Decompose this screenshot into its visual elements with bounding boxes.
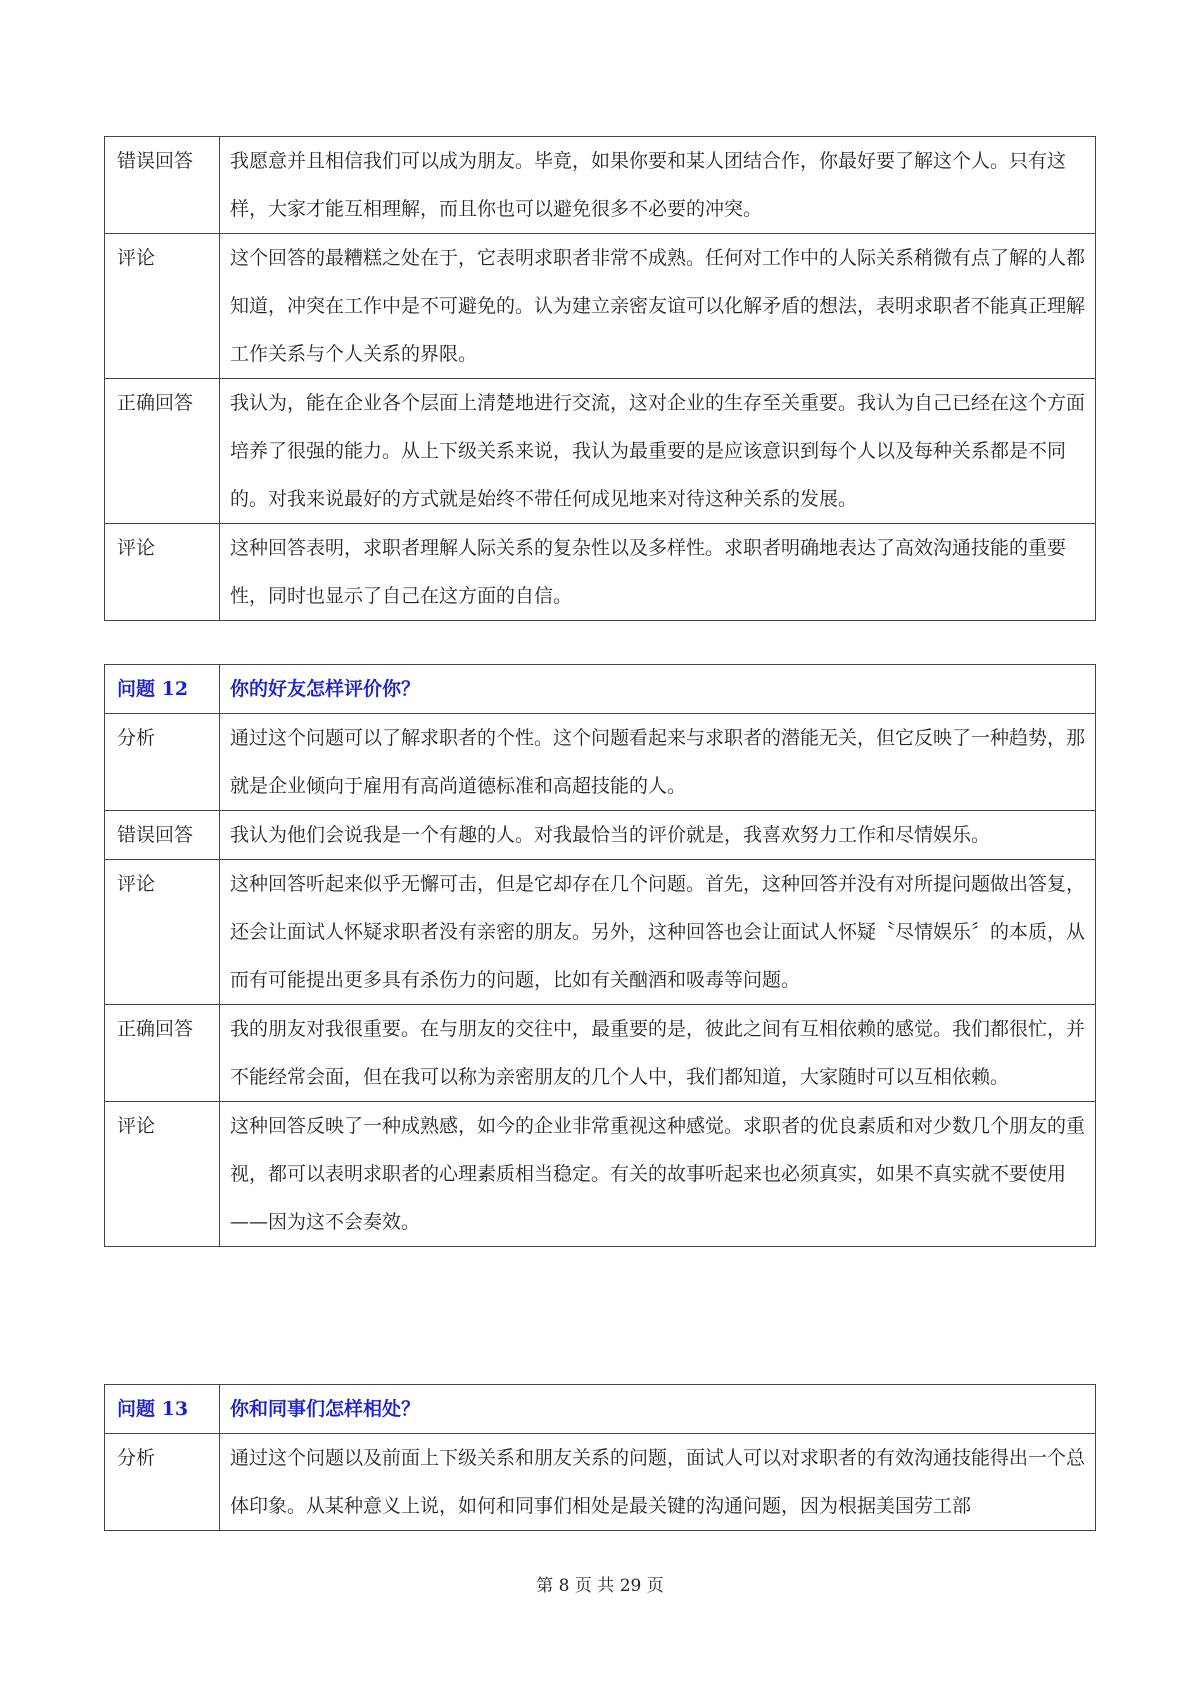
table-row: [105, 137, 1096, 234]
table-row: [105, 1005, 1096, 1102]
page-footer: 第 8 页 共 29 页: [536, 1576, 664, 1596]
table-row: [105, 1434, 1096, 1531]
row-label-correct-answer: 正确回答: [105, 379, 220, 524]
question-title: 你的好友怎样评价你？: [220, 665, 1096, 714]
qa-table-continued: [104, 136, 1096, 621]
table-row: [105, 234, 1096, 379]
row-content-comment: 这种回答反映了一种成熟感，如今的企业非常重视这种感觉。求职者的优良素质和对少数几个朋友的重视，都可以表明求职者的心理素质相当稳定。有关的故事听起来也必须真实，如果不真实就不要使用——因为这不会奏效。: [220, 1102, 1096, 1247]
table-row: [105, 811, 1096, 860]
table-row: [105, 860, 1096, 1005]
table-row: [105, 1102, 1096, 1247]
row-content-wrong-answer: 我愿意并且相信我们可以成为朋友。毕竟，如果你要和某人团结合作，你最好要了解这个人。只有这样，大家才能互相理解，而且你也可以避免很多不必要的冲突。: [220, 137, 1096, 234]
row-label-comment: 评论: [105, 860, 220, 1005]
qa-table-question-13: [104, 1384, 1096, 1531]
table-row: [105, 379, 1096, 524]
row-content-correct-answer: 我的朋友对我很重要。在与朋友的交往中，最重要的是，彼此之间有互相依赖的感觉。我们都很忙，并不能经常会面，但在我可以称为亲密朋友的几个人中，我们都知道，大家随时可以互相依赖。: [220, 1005, 1096, 1102]
row-content-comment: 这种回答表明，求职者理解人际关系的复杂性以及多样性。求职者明确地表达了高效沟通技能的重要性，同时也显示了自己在这方面的自信。: [220, 524, 1096, 621]
row-label-analysis: 分析: [105, 1434, 220, 1531]
row-content-comment: 这种回答听起来似乎无懈可击，但是它却存在几个问题。首先，这种回答并没有对所提问题做出答复，还会让面试人怀疑求职者没有亲密的朋友。另外，这种回答也会让面试人怀疑〝尽情娱乐〞的本质，从而有可能提出更多具有杀伤力的问题，比如有关酗酒和吸毒等问题。: [220, 860, 1096, 1005]
question-title: 你和同事们怎样相处？: [220, 1385, 1096, 1434]
table-row: [105, 714, 1096, 811]
row-label-wrong-answer: 错误回答: [105, 137, 220, 234]
row-label-correct-answer: 正确回答: [105, 1005, 220, 1102]
question-number: 问题 12: [105, 665, 220, 714]
row-content-correct-answer: 我认为，能在企业各个层面上清楚地进行交流，这对企业的生存至关重要。我认为自己已经在这个方面培养了很强的能力。从上下级关系来说，我认为最重要的是应该意识到每个人以及每种关系都是不同的。对我来说最好的方式就是始终不带任何成见地来对待这种关系的发展。: [220, 379, 1096, 524]
row-label-analysis: 分析: [105, 714, 220, 811]
row-content-analysis: 通过这个问题以及前面上下级关系和朋友关系的问题，面试人可以对求职者的有效沟通技能得出一个总体印象。从某种意义上说，如何和同事们相处是最关键的沟通问题，因为根据美国劳工部: [220, 1434, 1096, 1531]
question-heading-row: [105, 1385, 1096, 1434]
table-row: [105, 524, 1096, 621]
qa-table-question-12: [104, 664, 1096, 1247]
row-content-wrong-answer: 我认为他们会说我是一个有趣的人。对我最恰当的评价就是，我喜欢努力工作和尽情娱乐。: [220, 811, 1096, 860]
row-content-analysis: 通过这个问题可以了解求职者的个性。这个问题看起来与求职者的潜能无关，但它反映了一种趋势，那就是企业倾向于雇用有高尚道德标准和高超技能的人。: [220, 714, 1096, 811]
row-label-comment: 评论: [105, 234, 220, 379]
question-number: 问题 13: [105, 1385, 220, 1434]
row-label-wrong-answer: 错误回答: [105, 811, 220, 860]
row-label-comment: 评论: [105, 524, 220, 621]
row-content-comment: 这个回答的最糟糕之处在于，它表明求职者非常不成熟。任何对工作中的人际关系稍微有点了解的人都知道，冲突在工作中是不可避免的。认为建立亲密友谊可以化解矛盾的想法，表明求职者不能真正理解工作关系与个人关系的界限。: [220, 234, 1096, 379]
row-label-comment: 评论: [105, 1102, 220, 1247]
question-heading-row: [105, 665, 1096, 714]
